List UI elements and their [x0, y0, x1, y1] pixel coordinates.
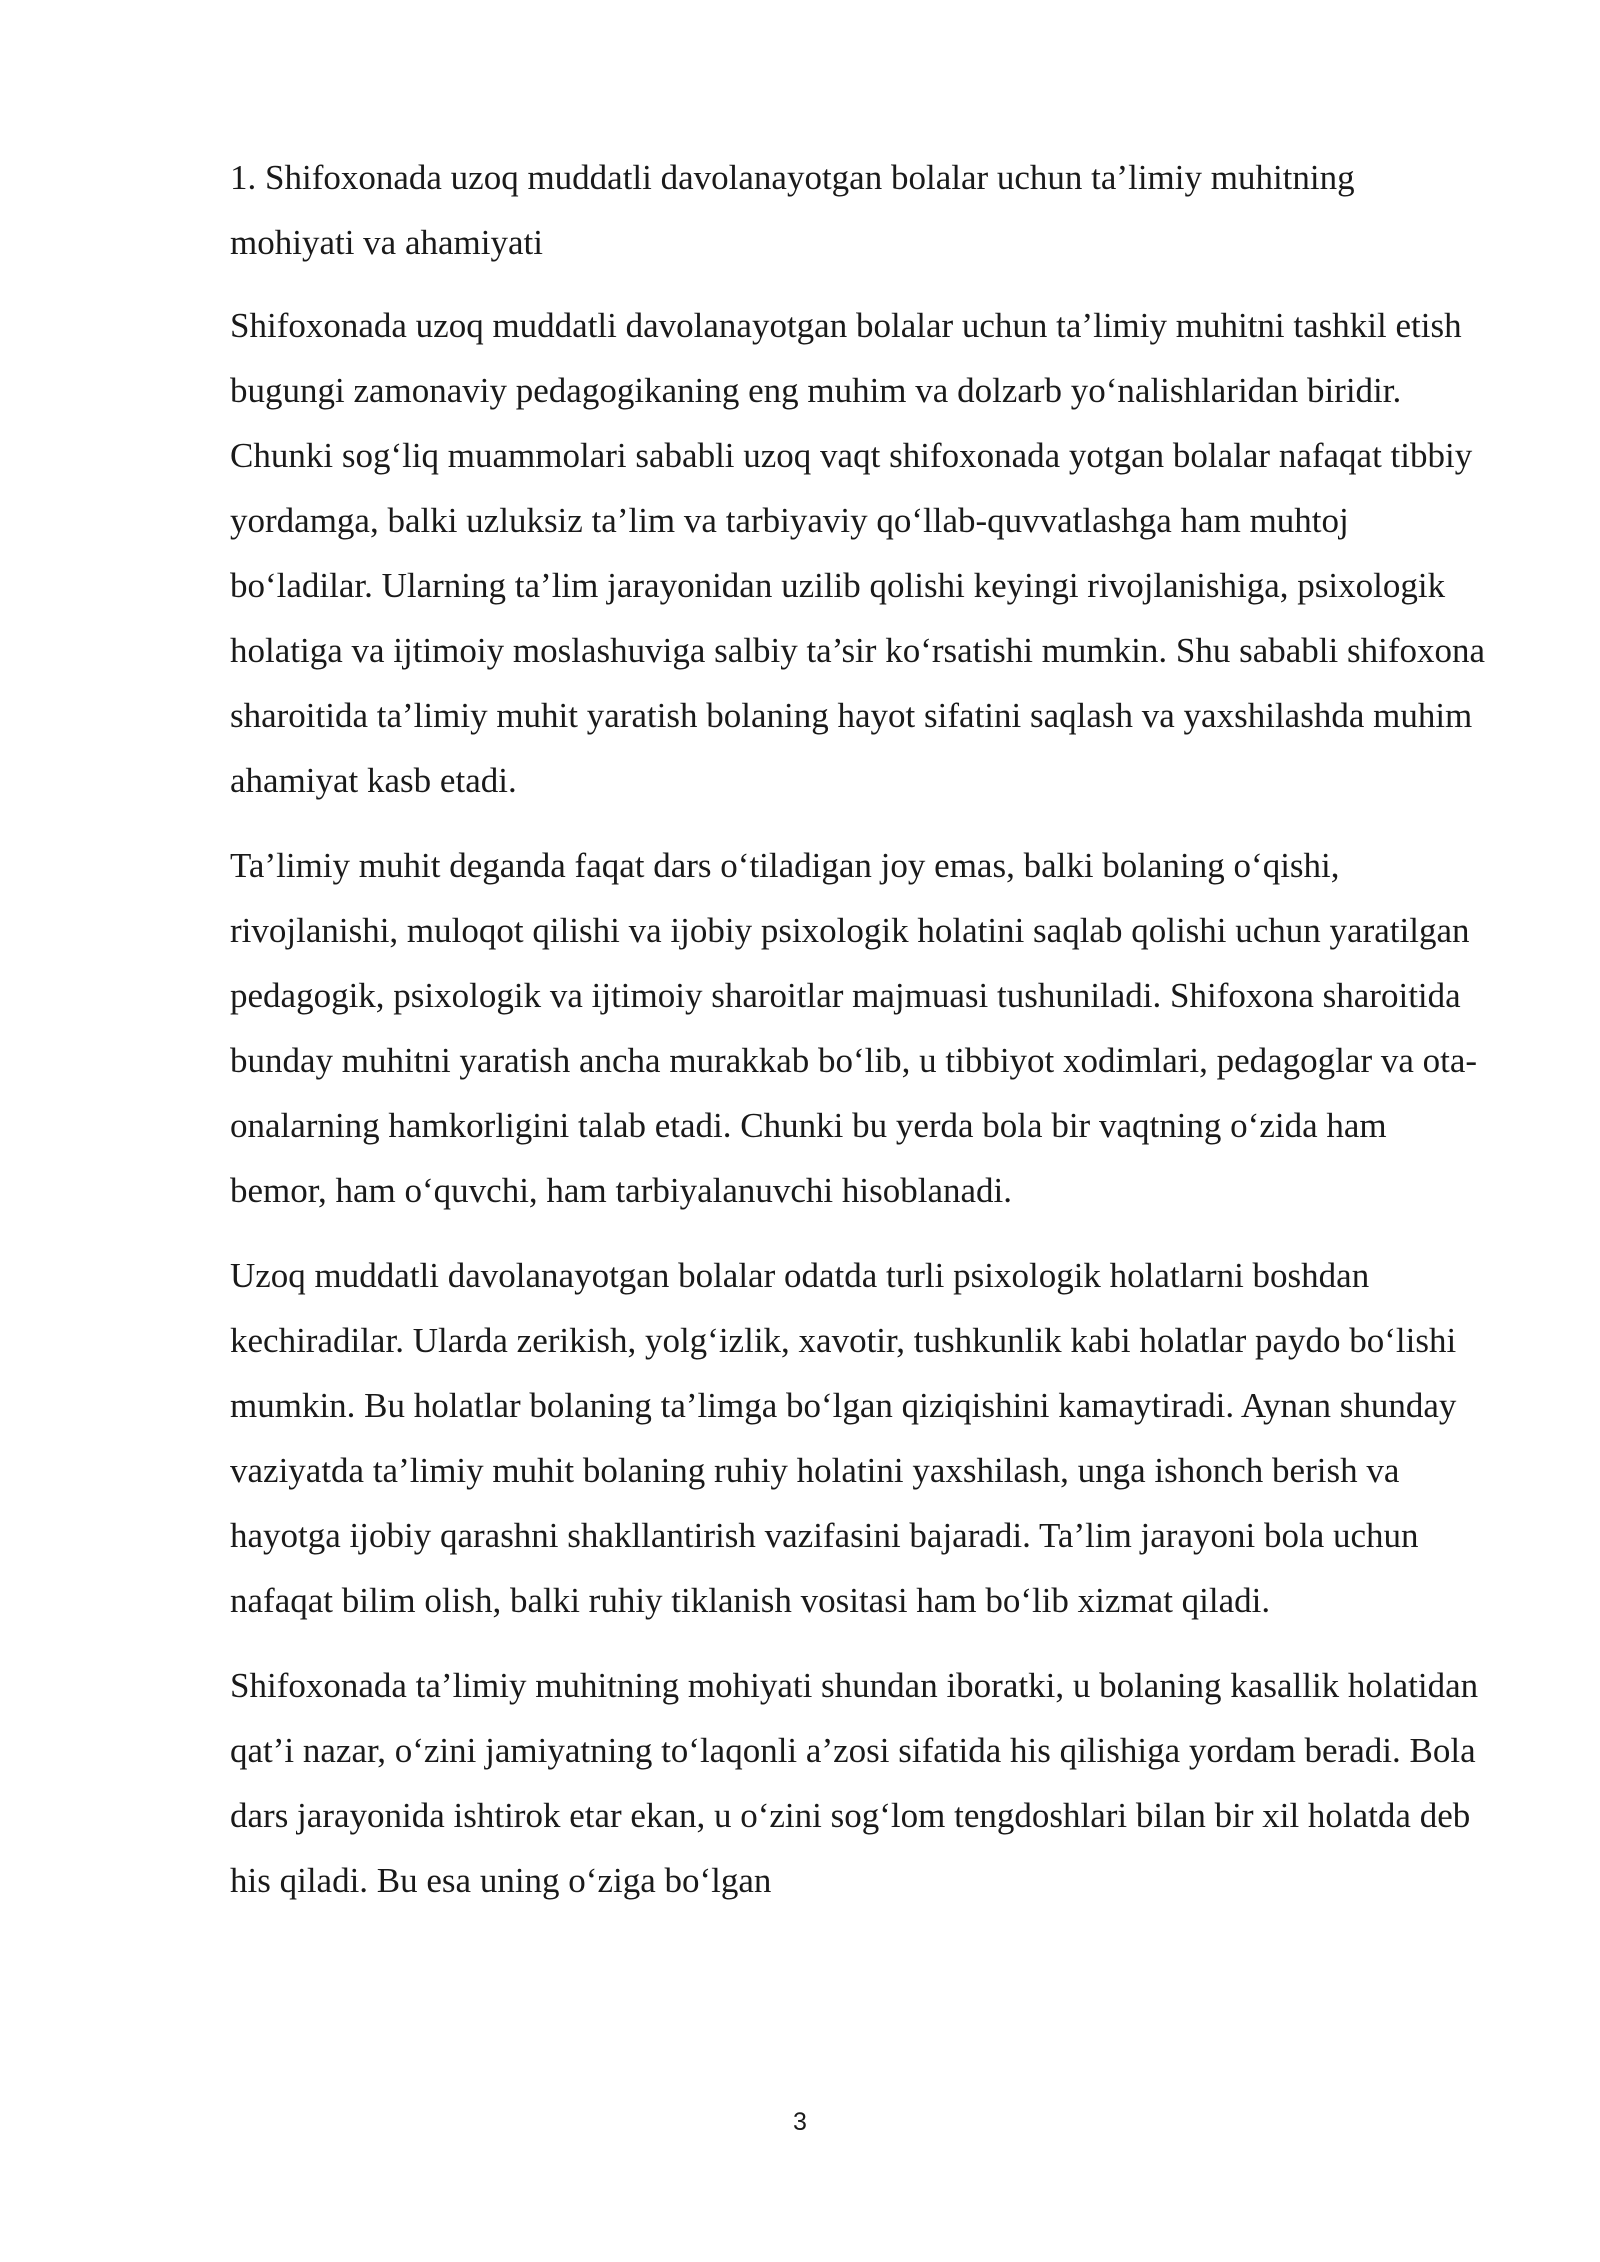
- paragraph-2: Ta’limiy muhit deganda faqat dars o‘tiladigan joy emas, balki bolaning o‘qishi, rivojlanishi, muloqot qilishi va ijobiy psixologik holatini saqlab qolishi uchun yaratilgan pedagogik, psixologik va ijtimoiy sharoitlar majmuasi tushuniladi. Shifoxona sharoitida bunday muhitni yaratish ancha murakkab bo‘lib, u tibbiyot xodimlari, pedagoglar va ota-onalarning hamkorligini talab etadi. Chunki bu yerda bola bir vaqtning o‘zida ham bemor, ham o‘quvchi, ham tarbiyalanuvchi hisoblanadi.: [230, 846, 1478, 1210]
- paragraph-1: Shifoxonada uzoq muddatli davolanayotgan bolalar uchun ta’limiy muhitni tashkil etish bugungi zamonaviy pedagogikaning eng muhim va dolzarb yo‘nalishlaridan biridir. Chunki sog‘liq muammolari sababli uzoq vaqt shifoxonada yotgan bolalar nafaqat tibbiy yordamga, balki uzluksiz ta’lim va tarbiyaviy qo‘llab-quvvatlashga ham muhtoj bo‘ladilar. Ularning ta’lim jarayonidan uzilib qolishi keyingi rivojlanishiga, psixologik holatiga va ijtimoiy moslashuviga salbiy ta’sir ko‘rsatishi mumkin. Shu sababli shifoxona sharoitida ta’limiy muhit yaratish bolaning hayot sifatini saqlash va yaxshilashda muhim ahamiyat kasb etadi.: [230, 306, 1486, 800]
- paragraph-3: Uzoq muddatli davolanayotgan bolalar odatda turli psixologik holatlarni boshdan kechiradilar. Ularda zerikish, yolg‘izlik, xavotir, tushkunlik kabi holatlar paydo bo‘lishi mumkin. Bu holatlar bolaning ta’limga bo‘lgan qiziqishini kamaytiradi. Aynan shunday vaziyatda ta’limiy muhit bolaning ruhiy holatini yaxshilash, unga ishonch berish va hayotga ijobiy qarashni shakllantirish vazifasini bajaradi. Ta’lim jarayoni bola uchun nafaqat bilim olish, balki ruhiy tiklanish vositasi ham bo‘lib xizmat qiladi.: [230, 1256, 1457, 1620]
- paragraph-4: Shifoxonada ta’limiy muhitning mohiyati shundan iboratki, u bolaning kasallik holatidan qat’i nazar, o‘zini jamiyatning to‘laqonli a’zosi sifatida his qilishiga yordam beradi. Bola dars jarayonida ishtirok etar ekan, u o‘zini sog‘lom tengdoshlari bilan bir xil holatda deb his qiladi. Bu esa uning o‘ziga bo‘lgan: [230, 1666, 1479, 1900]
- page-number: 3: [793, 2108, 807, 2136]
- section-heading: 1. Shifoxonada uzoq muddatli davolanayotgan bolalar uchun ta’limiy muhitning mohiyati va ahamiyati: [230, 158, 1355, 262]
- page-content: [230, 145, 1485, 1933]
